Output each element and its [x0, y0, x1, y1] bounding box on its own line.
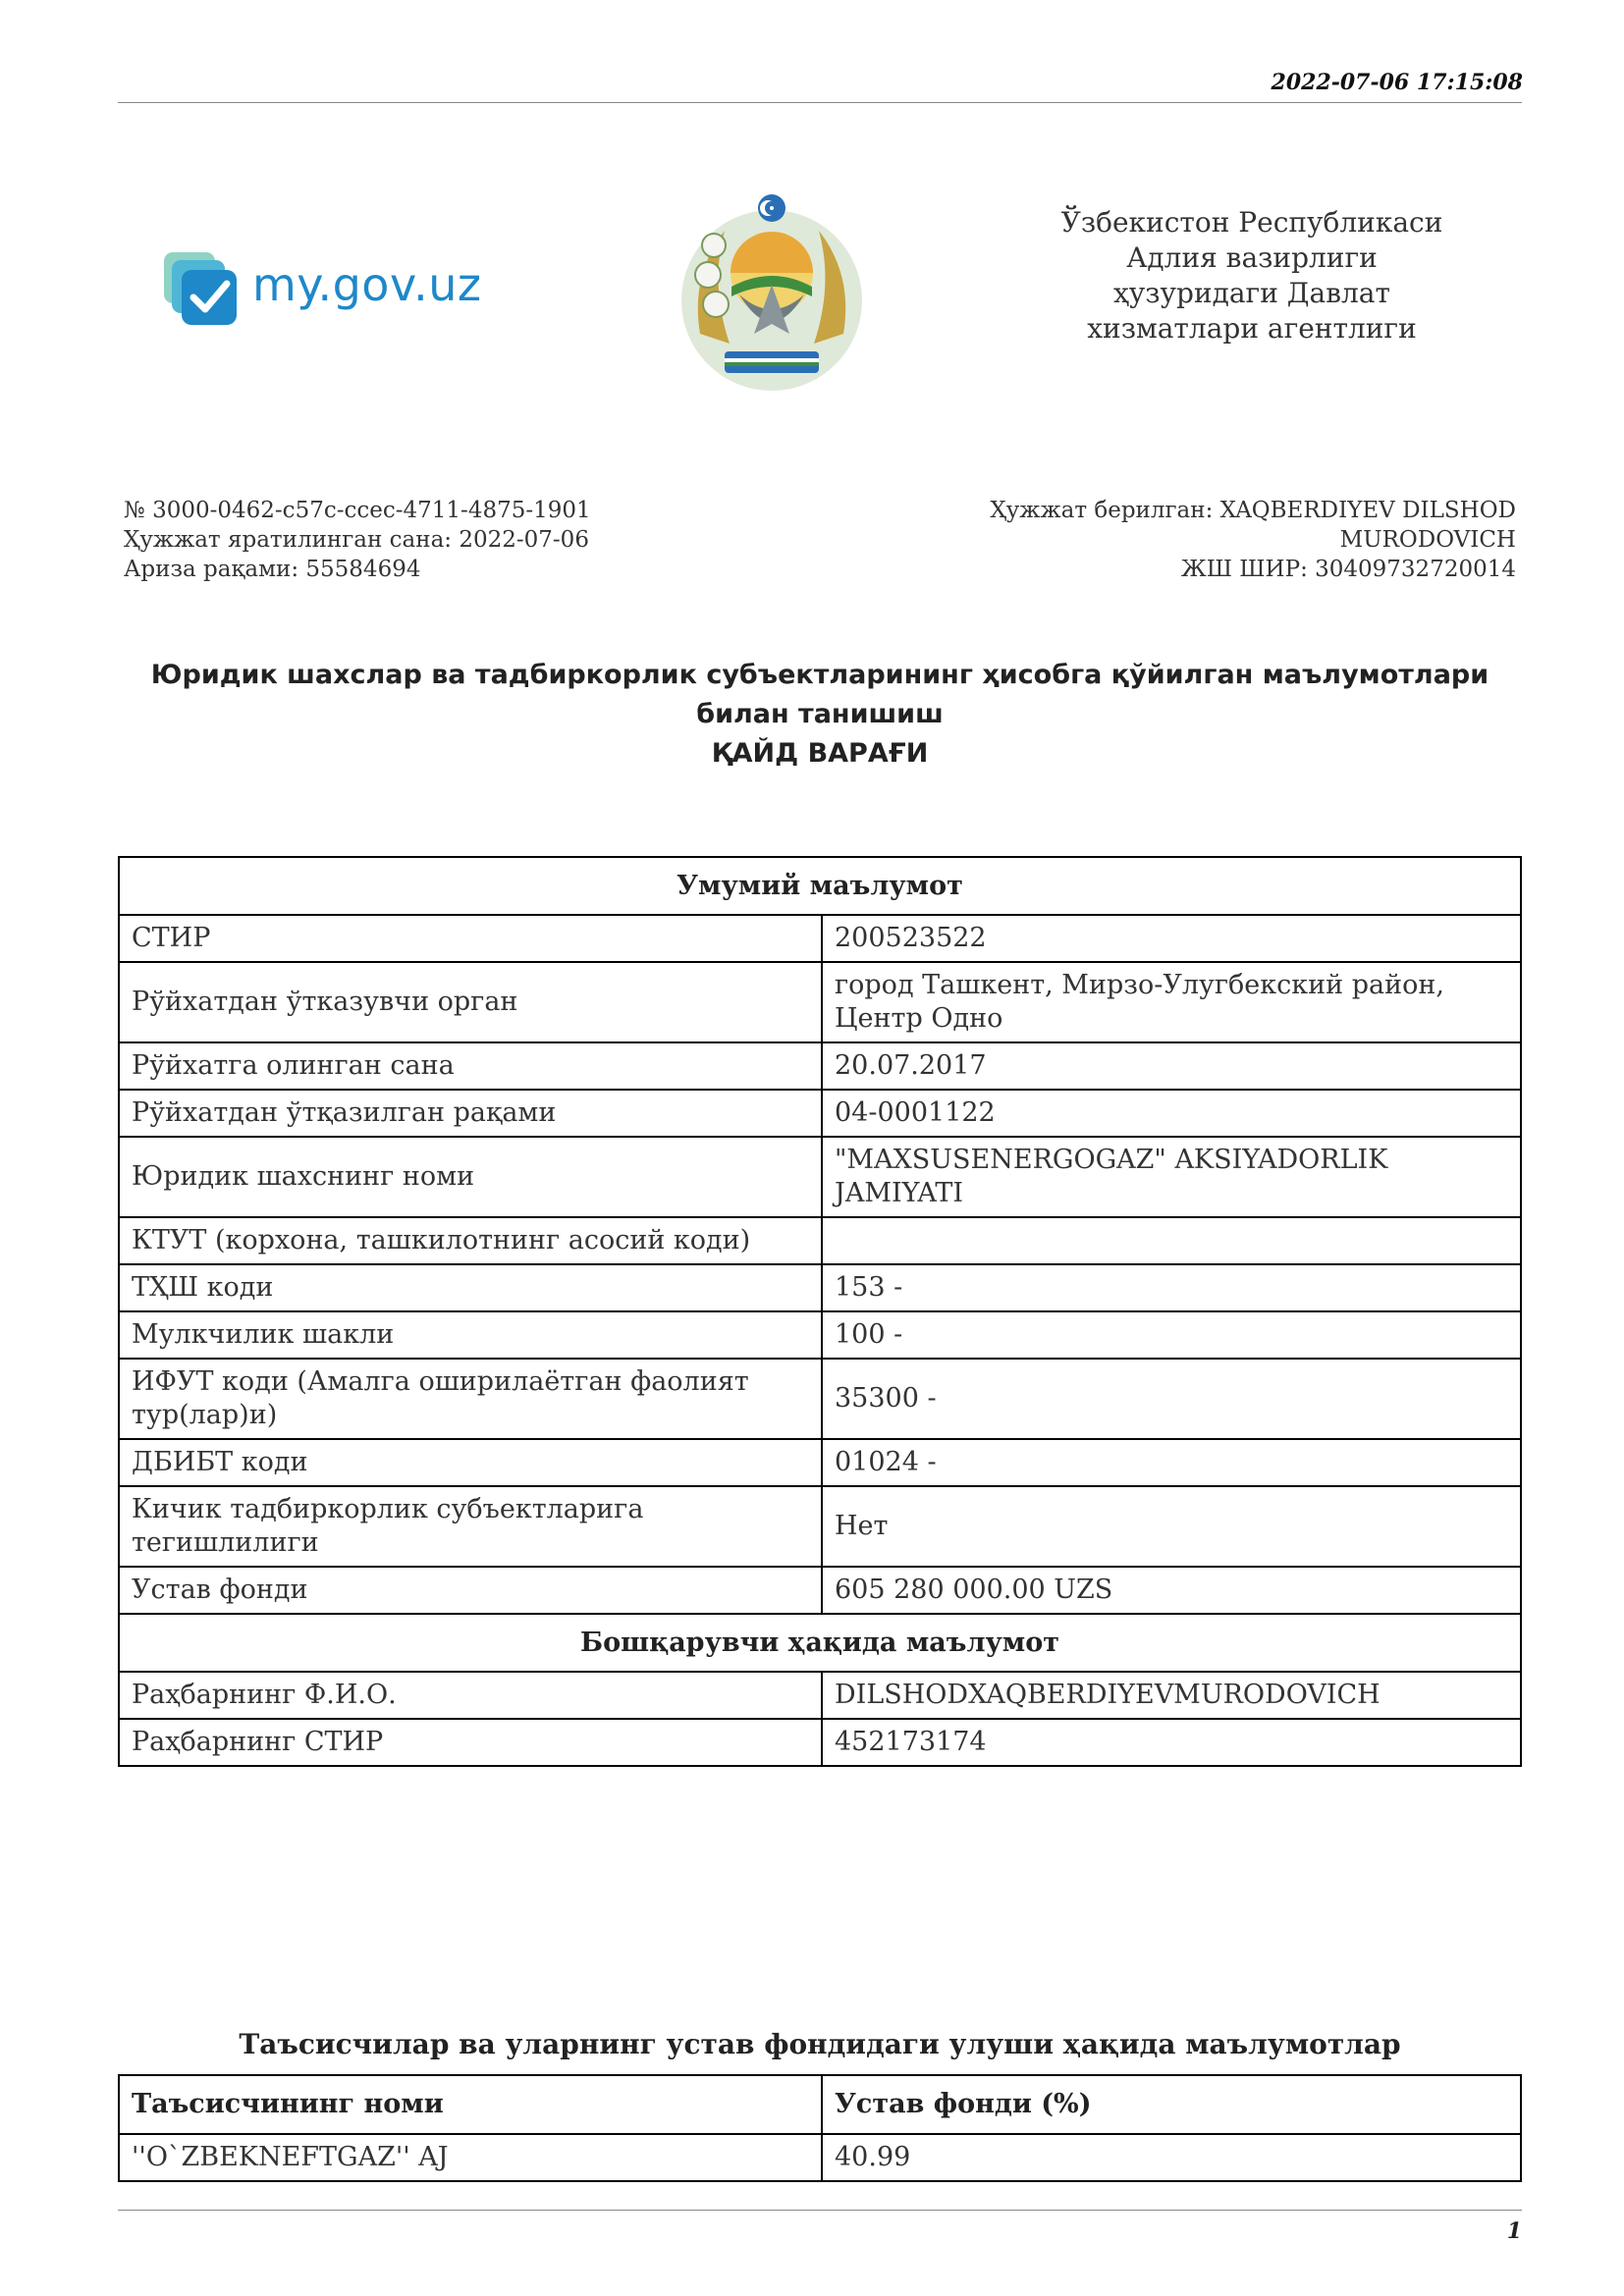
table-row — [119, 1264, 1521, 1311]
row-label: Устав фонди — [119, 1567, 822, 1614]
row-label: ИФУТ коди (Амалга оширилаётган фаолият тур(лар)и) — [119, 1359, 822, 1439]
founders-table — [118, 2074, 1522, 2182]
table-row — [119, 1311, 1521, 1359]
row-value: 04-0001122 — [822, 1090, 1521, 1137]
agency-line: хизматлари агентлиги — [1087, 312, 1417, 345]
row-label: Кичик тадбиркорлик субъектларига тегишлилиги — [119, 1486, 822, 1567]
title-line: ҚАЙД ВАРАҒИ — [711, 738, 929, 769]
general-info-table — [118, 856, 1522, 1767]
manager-heading: Бошқарувчи ҳақида маълумот — [119, 1614, 1521, 1672]
table-row — [119, 1137, 1521, 1217]
state-emblem-icon — [671, 187, 873, 395]
row-value: Нет — [822, 1486, 1521, 1567]
checkmark-logo-icon — [162, 250, 241, 329]
row-value: 153 - — [822, 1264, 1521, 1311]
table-row — [119, 1567, 1521, 1614]
row-label: Раҳбарнинг Ф.И.О. — [119, 1672, 822, 1719]
general-heading: Умумий маълумот — [119, 857, 1521, 915]
row-label: СТИР — [119, 915, 822, 962]
col-founder-name: Таъсисчининг номи — [119, 2075, 822, 2134]
table-row — [119, 1439, 1521, 1486]
logo-text: my.gov.uz — [252, 258, 482, 311]
row-value: 20.07.2017 — [822, 1042, 1521, 1090]
agency-line: Адлия вазирлиги — [1126, 241, 1378, 274]
document-number: № 3000-0462-c57c-ccec-4711-4875-1901 — [124, 498, 591, 523]
agency-name — [1021, 205, 1483, 347]
document-meta — [124, 496, 591, 584]
row-value: 35300 - — [822, 1359, 1521, 1439]
document-created-date: Ҳужжат яратилинган сана: 2022-07-06 — [124, 527, 589, 553]
row-value — [822, 1217, 1521, 1264]
table-row — [119, 1486, 1521, 1567]
mygov-logo — [162, 250, 486, 329]
agency-line: Ўзбекистон Республикаси — [1060, 206, 1443, 239]
issued-to: Ҳужжат берилган: XAQBERDIYEV DILSHOD — [990, 498, 1516, 523]
title-line: билан танишиш — [696, 699, 944, 729]
issued-to-cont: MURODOVICH — [1339, 527, 1516, 553]
row-label: Рўйхатдан ўтқазилган рақами — [119, 1090, 822, 1137]
table-row — [119, 1672, 1521, 1719]
table-row — [119, 1217, 1521, 1264]
row-value: 200523522 — [822, 915, 1521, 962]
table-row — [119, 915, 1521, 962]
row-label: ДБИБТ коди — [119, 1439, 822, 1486]
table-row — [119, 1090, 1521, 1137]
table-row — [119, 2134, 1521, 2181]
row-value: 452173174 — [822, 1719, 1521, 1766]
agency-line: ҳузуридаги Давлат — [1113, 277, 1390, 309]
application-number: Ариза рақами: 55584694 — [124, 557, 421, 582]
row-value: 605 280 000.00 UZS — [822, 1567, 1521, 1614]
row-value: 01024 - — [822, 1439, 1521, 1486]
row-value: DILSHODXAQBERDIYEVMURODOVICH — [822, 1672, 1521, 1719]
row-label: Мулкчилик шакли — [119, 1311, 822, 1359]
founder-name: ''O`ZBEKNEFTGAZ'' AJ — [119, 2134, 822, 2181]
row-value: "MAXSUSENERGOGAZ" AKSIYADORLIK JAMIYATI — [822, 1137, 1521, 1217]
row-label: КТУТ (корхона, ташкилотнинг асосий коди) — [119, 1217, 822, 1264]
row-label: Рўйхатга олинган сана — [119, 1042, 822, 1090]
row-label: Юридик шахснинг номи — [119, 1137, 822, 1217]
print-timestamp: 2022-07-06 17:15:08 — [1271, 70, 1523, 95]
founders-title: Таъсисчилар ва уларнинг устав фондидаги улуши ҳақида маълумотлар — [239, 2028, 1401, 2060]
row-label: ТҲШ коди — [119, 1264, 822, 1311]
header-rule — [118, 102, 1522, 103]
row-label: Раҳбарнинг СТИР — [119, 1719, 822, 1766]
row-label: Рўйхатдан ўтказувчи орган — [119, 962, 822, 1042]
footer-rule — [118, 2210, 1522, 2211]
table-row — [119, 1359, 1521, 1439]
row-value: 100 - — [822, 1311, 1521, 1359]
table-row — [119, 962, 1521, 1042]
document-title — [128, 656, 1512, 774]
row-value: город Ташкент, Мирзо-Улугбекский район, Центр Одно — [822, 962, 1521, 1042]
page-number: 1 — [1506, 2218, 1522, 2244]
founder-share: 40.99 — [822, 2134, 1521, 2181]
recipient-meta — [966, 496, 1516, 584]
jshshir: ЖШ ШИР: 30409732720014 — [1180, 557, 1516, 582]
table-row — [119, 1042, 1521, 1090]
title-line: Юридик шахслар ва тадбиркорлик субъектларининг ҳисобга қўйилган маълумотлари — [150, 660, 1489, 690]
col-capital-share: Устав фонди (%) — [822, 2075, 1521, 2134]
table-row — [119, 1719, 1521, 1766]
